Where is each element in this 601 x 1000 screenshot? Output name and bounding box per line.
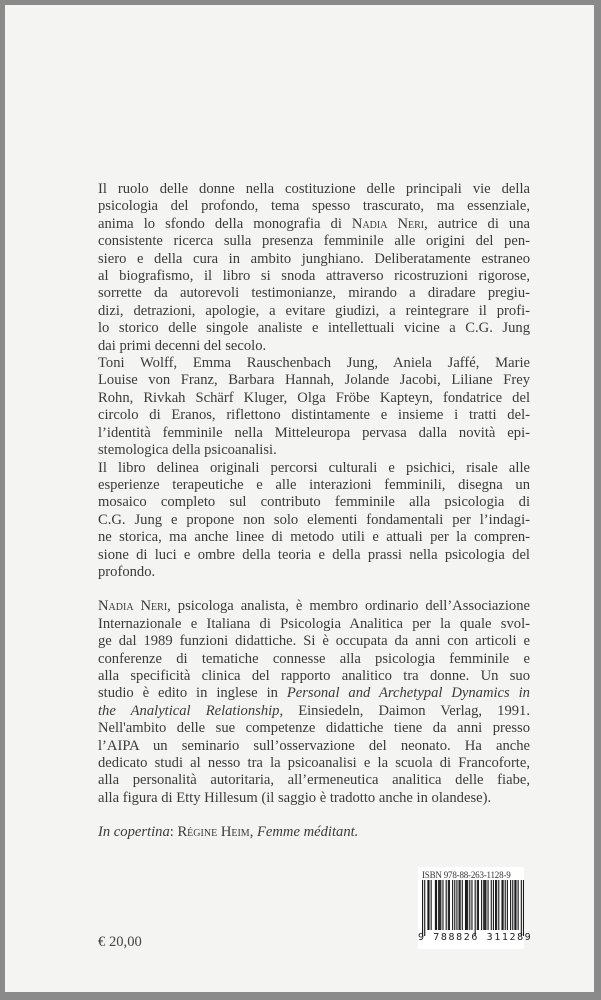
barcode-bar xyxy=(512,880,513,930)
barcode-bar xyxy=(485,880,486,930)
text-line: dai primi decenni del secolo. xyxy=(98,337,267,354)
barcode-bar xyxy=(452,880,453,930)
text-line: Il libro delinea originali percorsi culturali e psichici, risale alle xyxy=(98,459,530,476)
text-line: l’AIPA un seminario sull’osservazione del neonato. Ha anche xyxy=(98,737,530,754)
barcode-bar xyxy=(446,880,447,930)
text-line: sorrette da autorevoli testimonianze, mirando a diradare pregiu- xyxy=(98,285,530,302)
barcode-bar xyxy=(501,880,502,930)
paragraph-book xyxy=(98,460,530,582)
barcode-bar xyxy=(493,880,494,930)
barcode-bar xyxy=(515,880,516,930)
text-line: siero e della cura in ambito junghiano. Deliberatamente estraneo xyxy=(98,250,530,267)
barcode-bar xyxy=(496,880,497,930)
barcode-bar xyxy=(448,880,449,930)
cover-artwork-title: Femme méditant. xyxy=(257,824,359,841)
barcode-bar xyxy=(427,880,428,930)
author-name: Nadia Neri xyxy=(98,598,168,615)
text-segment: studio è edito in inglese in xyxy=(98,685,287,702)
text-line: Il ruolo delle donne nella costituzione delle principali vie della xyxy=(98,181,530,197)
isbn-barcode xyxy=(418,867,533,949)
text-line: stemologica della psicoanalisi. xyxy=(98,442,277,459)
paragraph-intro xyxy=(98,181,530,355)
barcode-bar xyxy=(436,880,437,930)
barcode-bar xyxy=(495,880,496,930)
barcode-bar xyxy=(481,880,482,930)
barcode-bar xyxy=(471,880,472,930)
text-line xyxy=(98,598,530,615)
isbn-label: ISBN 978-88-263-1128-9 xyxy=(422,870,511,880)
paragraph-analysts xyxy=(98,355,530,459)
text-line: profondo. xyxy=(98,563,156,580)
barcode-bar xyxy=(475,880,476,936)
paragraph-gap xyxy=(98,581,530,598)
barcode-bar xyxy=(503,880,504,930)
barcode-bar xyxy=(424,880,425,936)
barcode-bar xyxy=(431,880,432,930)
barcode-bar xyxy=(484,880,485,930)
barcode-bar xyxy=(510,880,511,930)
text-line: l’identità femminile nella Mitteleuropa pervasa dalla novità epi- xyxy=(98,424,530,441)
text-line: Nell'ambito delle sue competenze didattiche tiene da anni presso xyxy=(98,720,530,737)
barcode-bar xyxy=(467,880,468,930)
text-line: al biografismo, il libro si snoda attraverso ricostruzioni rigorose, xyxy=(98,268,530,285)
text-line: Louise von Franz, Barbara Hannah, Jolande Jacobi, Liliane Frey xyxy=(98,372,530,389)
text-line: Toni Wolff, Emma Rauschenbach Jung, Aniela Jaffé, Marie xyxy=(98,355,530,372)
author-name: Nadia Neri xyxy=(351,215,425,232)
barcode-bar xyxy=(435,880,436,930)
cover-credit-label: In copertina xyxy=(98,824,170,841)
text-segment: , psicologa analista, è membro ordinario dell’Associazione xyxy=(167,598,530,615)
text-line: lo storico delle singole analiste e intellettuali vicine a C.G. Jung xyxy=(98,320,530,337)
barcode-bar xyxy=(459,880,460,930)
text-line: ne storica, ma anche linee di metodo utili e attuali per la compren- xyxy=(98,529,530,546)
barcode-bar xyxy=(514,880,515,930)
text-line: C.G. Jung e propone non solo elementi fondamentali per l’indagi- xyxy=(98,511,530,528)
text-line: psicologia del profondo, tema spesso trascurato, ma essenziale, xyxy=(98,198,530,215)
text-line: circolo di Eranos, riflettono distintamente e insieme i tratti del- xyxy=(98,407,530,424)
barcode-bar xyxy=(498,880,499,930)
barcode-bar xyxy=(422,880,423,936)
barcode-bar xyxy=(469,880,470,930)
barcode-bar xyxy=(466,880,467,930)
cover-artist: Régine Heim xyxy=(177,824,250,841)
barcode-bar xyxy=(460,880,461,930)
barcode-bar xyxy=(442,880,443,930)
barcode-bar xyxy=(465,880,466,930)
barcode-bar xyxy=(518,880,519,930)
text-segment: , xyxy=(249,824,257,841)
text-segment: , Einsiedeln, Daimon Verlag, 1991. xyxy=(279,702,530,719)
study-title: Personal and Archetypal Dynamics in xyxy=(286,685,530,702)
barcode-bar xyxy=(462,880,463,930)
barcode-bar xyxy=(438,880,439,930)
text-line: dizi, detrazioni, apologie, a evitare giudizi, a reintegrare il profi- xyxy=(98,302,530,319)
text-line: alla specificità clinica del rapporto analitico tra donne. Un suo xyxy=(98,667,530,684)
barcode-bar xyxy=(440,880,441,930)
barcode-bar xyxy=(478,880,479,930)
barcode-bar xyxy=(439,880,440,930)
study-title: the Analytical Relationship xyxy=(98,702,280,719)
text-line xyxy=(98,685,530,702)
barcode-bar xyxy=(507,880,508,930)
barcode-icon xyxy=(422,880,524,936)
text-segment: anima lo sfondo della monografia di xyxy=(98,215,352,232)
text-line xyxy=(98,703,530,720)
barcode-bar xyxy=(454,880,455,930)
text-line: Rohn, Rivkah Schärf Kluger, Olga Fröbe Kapteyn, fondatrice del xyxy=(98,389,530,406)
text-line: esperienze terapeutiche e alle interazioni femminili, disegna un xyxy=(98,476,530,493)
text-line: alla personalità autoritaria, all’ermeneutica analitica delle fiabe, xyxy=(98,772,530,789)
text-line: sione di luci e ombre della teoria e della prassi nella psicologia del xyxy=(98,546,530,563)
paragraph-gap xyxy=(98,807,530,824)
barcode-bar xyxy=(491,880,492,930)
text-segment: , autrice di una xyxy=(424,215,530,232)
text-line: alla figura di Etty Hillesum (il saggio è tradotto anche in olandese). xyxy=(98,789,492,806)
barcode-bar xyxy=(523,880,524,936)
barcode-bar xyxy=(428,880,429,930)
text-line: ge dal 1989 funzioni didattiche. Si è occupata da anni con articoli e xyxy=(98,633,530,650)
text-line: consistente ricerca sulla presenza femminile alle origini del pen- xyxy=(98,233,530,250)
barcode-bar xyxy=(449,880,450,930)
text-line: mosaico completo sul contributo femminile alla psicologia di xyxy=(98,494,530,511)
barcode-bar xyxy=(477,880,478,930)
text-line: Internazionale e Italiana di Psicologia Analitica per la quale svol- xyxy=(98,615,530,632)
barcode-bar xyxy=(456,880,457,930)
barcode-bar xyxy=(483,880,484,930)
text-segment: : xyxy=(169,824,178,841)
author-bio xyxy=(98,598,530,807)
barcode-bar xyxy=(521,880,522,936)
blurb-text xyxy=(98,181,530,842)
book-back-cover xyxy=(5,5,594,992)
text-line: conferenze di tematiche connesse alla psicologia femminile e xyxy=(98,650,530,667)
barcode-bar xyxy=(505,880,506,930)
barcode-bar xyxy=(487,880,488,930)
text-line xyxy=(98,216,530,233)
cover-credit xyxy=(98,824,530,841)
barcode-digits: 9 788826 311289 xyxy=(418,932,533,943)
text-line: dedicato studi al nesso tra la psicoanalisi e la scuola di Francoforte, xyxy=(98,755,530,771)
price: € 20,00 xyxy=(98,934,142,950)
